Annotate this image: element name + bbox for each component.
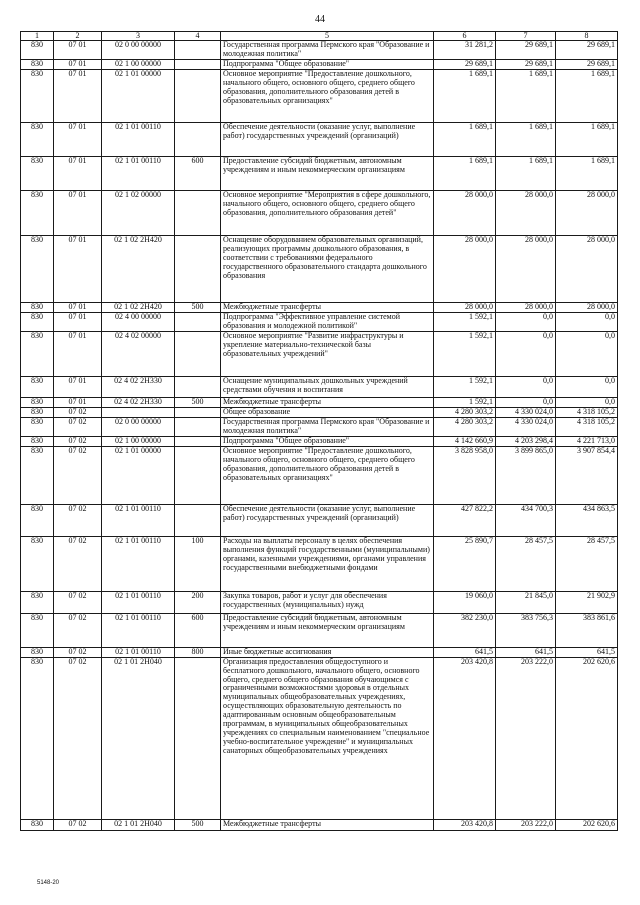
table-row: [21, 417, 618, 436]
table-row: [21, 819, 618, 830]
description-cell: Государственная программа Пермского края "Образование и молодежная политика": [221, 417, 434, 436]
expense-type-cell: [175, 446, 221, 504]
expense-type-cell: 800: [175, 647, 221, 657]
amount-col7-cell: 203 222,0: [496, 819, 556, 830]
amount-col8-cell: 0,0: [556, 376, 618, 397]
target-article-cell: 02 4 00 00000: [102, 312, 175, 331]
amount-col6-cell: 427 822,2: [434, 504, 496, 536]
amount-col6-cell: 641,5: [434, 647, 496, 657]
amount-col7-cell: 4 330 024,0: [496, 407, 556, 417]
expense-type-cell: 600: [175, 156, 221, 190]
amount-col8-cell: 4 318 105,2: [556, 417, 618, 436]
table-row: [21, 504, 618, 536]
administrator-code-cell: 830: [21, 657, 54, 819]
description-cell: Оснащение оборудованием образовательных организаций, реализующих программы дошкольного образования, в соответствии с требованиями федерального государственного образовательного стандарта дошкольного образования: [221, 235, 434, 302]
amount-col7-cell: 203 222,0: [496, 657, 556, 819]
target-article-cell: 02 1 01 00110: [102, 613, 175, 647]
section-code-cell: 07 01: [54, 156, 102, 190]
table-row: [21, 407, 618, 417]
section-code-cell: 07 01: [54, 41, 102, 60]
amount-col8-cell: 21 902,9: [556, 591, 618, 613]
expense-type-cell: [175, 69, 221, 122]
target-article-cell: 02 4 02 00000: [102, 331, 175, 376]
target-article-cell: 02 1 01 00110: [102, 504, 175, 536]
administrator-code-cell: 830: [21, 436, 54, 446]
administrator-code-cell: 830: [21, 591, 54, 613]
amount-col8-cell: 29 689,1: [556, 41, 618, 60]
administrator-code-cell: 830: [21, 613, 54, 647]
expense-type-cell: [175, 376, 221, 397]
target-article-cell: 02 1 00 00000: [102, 59, 175, 69]
amount-col7-cell: 641,5: [496, 647, 556, 657]
administrator-code-cell: 830: [21, 446, 54, 504]
administrator-code-cell: 830: [21, 376, 54, 397]
description-cell: Межбюджетные трансферты: [221, 819, 434, 830]
table-row: [21, 190, 618, 235]
expense-type-cell: [175, 504, 221, 536]
expense-type-cell: [175, 407, 221, 417]
table-row: [21, 69, 618, 122]
target-article-cell: 02 1 01 00110: [102, 122, 175, 156]
target-article-cell: 02 1 02 2Н420: [102, 302, 175, 312]
amount-col8-cell: 1 689,1: [556, 122, 618, 156]
amount-col7-cell: 0,0: [496, 397, 556, 407]
administrator-code-cell: 830: [21, 536, 54, 591]
expense-type-cell: 500: [175, 397, 221, 407]
description-cell: Основное мероприятие "Предоставление дошкольного, начального общего, основного общего, среднего общего образования, дополнительного образования детей в образовательных организациях": [221, 446, 434, 504]
section-code-cell: 07 02: [54, 407, 102, 417]
expense-type-cell: 500: [175, 302, 221, 312]
expense-type-cell: [175, 235, 221, 302]
amount-col8-cell: 4 221 713,0: [556, 436, 618, 446]
target-article-cell: 02 1 02 00000: [102, 190, 175, 235]
section-code-cell: 07 02: [54, 446, 102, 504]
section-code-cell: 07 01: [54, 235, 102, 302]
section-code-cell: 07 01: [54, 331, 102, 376]
expense-type-cell: [175, 417, 221, 436]
target-article-cell: 02 1 01 00110: [102, 647, 175, 657]
amount-col8-cell: 0,0: [556, 312, 618, 331]
administrator-code-cell: 830: [21, 417, 54, 436]
amount-col7-cell: 383 756,3: [496, 613, 556, 647]
amount-col7-cell: 28 457,5: [496, 536, 556, 591]
description-cell: Основное мероприятие "Мероприятия в сфере дошкольного, начального общего, основного общего, среднего общего образования, дополнительного образования детей": [221, 190, 434, 235]
header-cell: 4: [175, 32, 221, 41]
amount-col8-cell: 202 620,6: [556, 657, 618, 819]
description-cell: Межбюджетные трансферты: [221, 302, 434, 312]
amount-col8-cell: 383 861,6: [556, 613, 618, 647]
amount-col6-cell: 28 000,0: [434, 235, 496, 302]
table-row: [21, 657, 618, 819]
amount-col7-cell: 28 000,0: [496, 302, 556, 312]
table-row: [21, 397, 618, 407]
description-cell: Подпрограмма "Общее образование": [221, 59, 434, 69]
amount-col7-cell: 3 899 865,0: [496, 446, 556, 504]
amount-col8-cell: 4 318 105,2: [556, 407, 618, 417]
administrator-code-cell: 830: [21, 235, 54, 302]
table-row: [21, 302, 618, 312]
header-cell: 8: [556, 32, 618, 41]
description-cell: Оснащение муниципальных дошкольных учреждений средствами обучения и воспитания: [221, 376, 434, 397]
table-row: [21, 122, 618, 156]
description-cell: Межбюджетные трансферты: [221, 397, 434, 407]
target-article-cell: [102, 407, 175, 417]
target-article-cell: 02 4 02 2Н330: [102, 376, 175, 397]
expense-type-cell: [175, 657, 221, 819]
amount-col8-cell: 0,0: [556, 397, 618, 407]
amount-col6-cell: 29 689,1: [434, 59, 496, 69]
description-cell: Предоставление субсидий бюджетным, автономным учреждениям и иным некоммерческим организациям: [221, 156, 434, 190]
administrator-code-cell: 830: [21, 647, 54, 657]
amount-col6-cell: 31 281,2: [434, 41, 496, 60]
header-cell: 2: [54, 32, 102, 41]
section-code-cell: 07 01: [54, 69, 102, 122]
amount-col7-cell: 1 689,1: [496, 156, 556, 190]
expense-type-cell: [175, 59, 221, 69]
administrator-code-cell: 830: [21, 819, 54, 830]
administrator-code-cell: 830: [21, 59, 54, 69]
header-cell: 5: [221, 32, 434, 41]
administrator-code-cell: 830: [21, 407, 54, 417]
table-header-row: [21, 32, 618, 41]
table-row: [21, 536, 618, 591]
table-row: [21, 156, 618, 190]
amount-col8-cell: 434 863,5: [556, 504, 618, 536]
expense-type-cell: 600: [175, 613, 221, 647]
amount-col7-cell: 4 330 024,0: [496, 417, 556, 436]
section-code-cell: 07 02: [54, 591, 102, 613]
section-code-cell: 07 02: [54, 657, 102, 819]
expense-type-cell: [175, 190, 221, 235]
expense-type-cell: [175, 41, 221, 60]
target-article-cell: 02 1 01 2Н040: [102, 657, 175, 819]
amount-col7-cell: 0,0: [496, 331, 556, 376]
amount-col8-cell: 28 457,5: [556, 536, 618, 591]
target-article-cell: 02 1 01 00110: [102, 156, 175, 190]
description-cell: Организация предоставления общедоступного и бесплатного дошкольного, начального общего, основного общего, среднего общего образования обучающимся с ограниченными возможностями здоровья в отдельных муниципальных общеобразовательных учреждениях, осуществляющих образовательную деятельность по адаптированным основным общеобразовательным программам, в муниципальных общеобразовательных учреждениях со специальным наименованием "специальное учебно-воспитательное учреждение" и муниципальных санаторных общеобразовательных учреждениях: [221, 657, 434, 819]
amount-col6-cell: 4 280 303,2: [434, 407, 496, 417]
amount-col6-cell: 28 000,0: [434, 190, 496, 235]
description-cell: Основное мероприятие "Предоставление дошкольного, начального общего, основного общего, среднего общего образования, дополнительного образования детей в образовательных организациях": [221, 69, 434, 122]
header-cell: 3: [102, 32, 175, 41]
expense-type-cell: 200: [175, 591, 221, 613]
description-cell: Предоставление субсидий бюджетным, автономным учреждениям и иным некоммерческим организациям: [221, 613, 434, 647]
table-row: [21, 436, 618, 446]
administrator-code-cell: 830: [21, 122, 54, 156]
budget-table: [20, 31, 618, 831]
amount-col8-cell: 1 689,1: [556, 156, 618, 190]
amount-col8-cell: 1 689,1: [556, 69, 618, 122]
amount-col8-cell: 641,5: [556, 647, 618, 657]
target-article-cell: 02 1 00 00000: [102, 436, 175, 446]
administrator-code-cell: 830: [21, 190, 54, 235]
amount-col6-cell: 203 420,8: [434, 657, 496, 819]
amount-col7-cell: 29 689,1: [496, 41, 556, 60]
expense-type-cell: 100: [175, 536, 221, 591]
table-row: [21, 331, 618, 376]
section-code-cell: 07 01: [54, 312, 102, 331]
administrator-code-cell: 830: [21, 41, 54, 60]
amount-col7-cell: 0,0: [496, 376, 556, 397]
amount-col7-cell: 28 000,0: [496, 235, 556, 302]
target-article-cell: 02 1 01 00110: [102, 591, 175, 613]
amount-col8-cell: 0,0: [556, 331, 618, 376]
administrator-code-cell: 830: [21, 397, 54, 407]
table-row: [21, 647, 618, 657]
header-cell: 7: [496, 32, 556, 41]
amount-col8-cell: 28 000,0: [556, 235, 618, 302]
table-row: [21, 312, 618, 331]
expense-type-cell: [175, 331, 221, 376]
description-cell: Общее образование: [221, 407, 434, 417]
amount-col6-cell: 1 689,1: [434, 156, 496, 190]
table-row: [21, 41, 618, 60]
amount-col6-cell: 1 592,1: [434, 397, 496, 407]
amount-col6-cell: 203 420,8: [434, 819, 496, 830]
target-article-cell: 02 1 01 00110: [102, 536, 175, 591]
header-cell: 1: [21, 32, 54, 41]
table-row: [21, 446, 618, 504]
section-code-cell: 07 02: [54, 536, 102, 591]
amount-col7-cell: 434 700,3: [496, 504, 556, 536]
administrator-code-cell: 830: [21, 69, 54, 122]
administrator-code-cell: 830: [21, 504, 54, 536]
amount-col6-cell: 28 000,0: [434, 302, 496, 312]
amount-col7-cell: 21 845,0: [496, 591, 556, 613]
description-cell: Расходы на выплаты персоналу в целях обеспечения выполнения функций государственными (муниципальными) органами, казенными учреждениями, органами управления государственными внебюджетными фондами: [221, 536, 434, 591]
amount-col6-cell: 19 060,0: [434, 591, 496, 613]
amount-col6-cell: 1 592,1: [434, 376, 496, 397]
administrator-code-cell: 830: [21, 331, 54, 376]
amount-col6-cell: 4 142 660,9: [434, 436, 496, 446]
document-code: 5148-20: [37, 880, 60, 886]
amount-col6-cell: 382 230,0: [434, 613, 496, 647]
target-article-cell: 02 0 00 00000: [102, 417, 175, 436]
expense-type-cell: [175, 436, 221, 446]
description-cell: Иные бюджетные ассигнования: [221, 647, 434, 657]
section-code-cell: 07 02: [54, 647, 102, 657]
amount-col6-cell: 1 689,1: [434, 69, 496, 122]
amount-col8-cell: 3 907 854,4: [556, 446, 618, 504]
section-code-cell: 07 01: [54, 376, 102, 397]
amount-col6-cell: 1 592,1: [434, 331, 496, 376]
description-cell: Подпрограмма "Эффективное управление системой образования и молодежной политикой": [221, 312, 434, 331]
target-article-cell: 02 0 00 00000: [102, 41, 175, 60]
amount-col6-cell: 3 828 958,0: [434, 446, 496, 504]
section-code-cell: 07 02: [54, 417, 102, 436]
administrator-code-cell: 830: [21, 312, 54, 331]
amount-col7-cell: 4 203 298,4: [496, 436, 556, 446]
section-code-cell: 07 01: [54, 122, 102, 156]
administrator-code-cell: 830: [21, 156, 54, 190]
table-row: [21, 613, 618, 647]
expense-type-cell: [175, 122, 221, 156]
table-row: [21, 59, 618, 69]
amount-col6-cell: 1 592,1: [434, 312, 496, 331]
expense-type-cell: [175, 312, 221, 331]
table-row: [21, 591, 618, 613]
table-row: [21, 376, 618, 397]
description-cell: Подпрограмма "Общее образование": [221, 436, 434, 446]
expense-type-cell: 500: [175, 819, 221, 830]
amount-col8-cell: 29 689,1: [556, 59, 618, 69]
description-cell: Обеспечение деятельности (оказание услуг, выполнение работ) государственных учреждений (организаций): [221, 504, 434, 536]
amount-col6-cell: 4 280 303,2: [434, 417, 496, 436]
amount-col7-cell: 1 689,1: [496, 69, 556, 122]
target-article-cell: 02 1 01 00000: [102, 446, 175, 504]
section-code-cell: 07 02: [54, 436, 102, 446]
header-cell: 6: [434, 32, 496, 41]
amount-col7-cell: 28 000,0: [496, 190, 556, 235]
description-cell: Государственная программа Пермского края "Образование и молодежная политика": [221, 41, 434, 60]
target-article-cell: 02 1 02 2Н420: [102, 235, 175, 302]
target-article-cell: 02 1 01 00000: [102, 69, 175, 122]
section-code-cell: 07 02: [54, 504, 102, 536]
administrator-code-cell: 830: [21, 302, 54, 312]
target-article-cell: 02 4 02 2Н330: [102, 397, 175, 407]
table-row: [21, 235, 618, 302]
section-code-cell: 07 02: [54, 613, 102, 647]
section-code-cell: 07 01: [54, 302, 102, 312]
target-article-cell: 02 1 01 2Н040: [102, 819, 175, 830]
section-code-cell: 07 01: [54, 190, 102, 235]
description-cell: Обеспечение деятельности (оказание услуг, выполнение работ) государственных учреждений (организаций): [221, 122, 434, 156]
section-code-cell: 07 02: [54, 819, 102, 830]
amount-col6-cell: 25 890,7: [434, 536, 496, 591]
description-cell: Закупка товаров, работ и услуг для обеспечения государственных (муниципальных) нужд: [221, 591, 434, 613]
amount-col7-cell: 29 689,1: [496, 59, 556, 69]
amount-col6-cell: 1 689,1: [434, 122, 496, 156]
section-code-cell: 07 01: [54, 397, 102, 407]
amount-col8-cell: 28 000,0: [556, 190, 618, 235]
amount-col7-cell: 1 689,1: [496, 122, 556, 156]
description-cell: Основное мероприятие "Развитие инфраструктуры и укрепление материально-технической базы образовательных учреждений": [221, 331, 434, 376]
amount-col8-cell: 28 000,0: [556, 302, 618, 312]
section-code-cell: 07 01: [54, 59, 102, 69]
page-number: 44: [315, 14, 325, 25]
amount-col7-cell: 0,0: [496, 312, 556, 331]
amount-col8-cell: 202 620,6: [556, 819, 618, 830]
